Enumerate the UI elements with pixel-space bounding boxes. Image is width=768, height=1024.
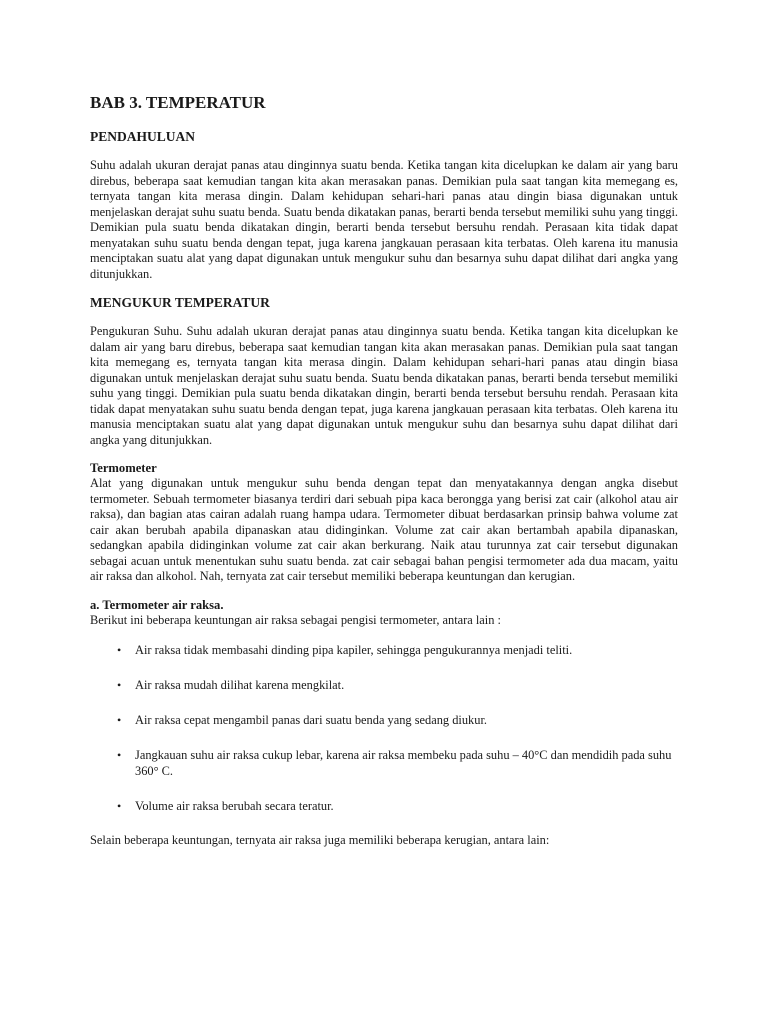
bullet-icon: •: [117, 799, 122, 813]
bullet-icon: •: [117, 713, 122, 727]
list-item-text: Air raksa tidak membasahi dinding pipa kapiler, sehingga pengukurannya menjadi teliti.: [135, 643, 573, 657]
list-item-text: Volume air raksa berubah secara teratur.: [135, 799, 334, 813]
bullet-icon: •: [117, 643, 122, 657]
heading-termometer: Termometer: [90, 461, 157, 475]
list-item: [90, 642, 678, 658]
list-item-text: Air raksa cepat mengambil panas dari suatu benda yang sedang diukur.: [135, 713, 487, 727]
paragraph-mengukur-temperatur: Pengukuran Suhu. Suhu adalah ukuran derajat panas atau dinginnya suatu benda. Ketika tangan kita dicelupkan ke dalam air yang baru direbus, beberapa saat kemudian tangan kita akan merasakan panas. Demikian pula saat tangan kita memegang es, ternyata tangan kita merasa dingin. Dalam kehidupan sehari-hari panas atau dingin biasa digunakan untuk menjelaskan derajat suhu suatu benda. Suatu benda dikatakan panas, berarti benda tersebut memiliki suhu yang tinggi. Demikian pula suatu benda dikatakan dingin, berarti benda tersebut bersuhu rendah. Perasaan kita tidak dapat menyatakan suhu suatu benda dengan tepat, juga karena jangkauan perasaan kita terbatas. Oleh karena itu manusia menciptakan suatu alat yang dapat digunakan untuk mengukur suhu dan besarnya suhu dapat dilihat dari angka yang ditunjukkan.: [90, 324, 678, 447]
paragraph-air-raksa-closing: Selain beberapa keuntungan, ternyata air raksa juga memiliki beberapa kerugian, antara lain:: [90, 833, 550, 847]
paragraph-air-raksa-intro: Berikut ini beberapa keuntungan air raksa sebagai pengisi termometer, antara lain :: [90, 612, 501, 627]
list-item: [90, 712, 678, 728]
bullet-icon: •: [117, 748, 122, 762]
document-page: [90, 92, 678, 849]
list-item: [90, 747, 678, 779]
heading-mengukur-temperatur: MENGUKUR TEMPERATUR: [90, 295, 270, 310]
list-item-text: Air raksa mudah dilihat karena mengkilat.: [135, 678, 345, 692]
heading-termometer-air-raksa: a. Termometer air raksa.: [90, 597, 224, 612]
list-item: [90, 798, 678, 814]
paragraph-pendahuluan: Suhu adalah ukuran derajat panas atau dinginnya suatu benda. Ketika tangan kita dicelupkan ke dalam air yang baru direbus, beberapa saat kemudian tangan kita akan merasakan panas. Demikian pula saat tangan kita memegang es, ternyata tangan kita merasa dingin. Dalam kehidupan sehari-hari panas atau dingin biasa digunakan untuk menjelaskan derajat suhu suatu benda. Suatu benda dikatakan panas, berarti benda tersebut memiliki suhu yang tinggi. Demikian pula suatu benda dikatakan dingin, berarti benda tersebut bersuhu rendah. Perasaan kita tidak dapat menyatakan suhu suatu benda dengan tepat, juga karena jangkauan perasaan kita terbatas. Oleh karena itu manusia menciptakan suatu alat yang dapat digunakan untuk mengukur suhu dan besarnya suhu dapat dilihat dari angka yang ditunjukkan.: [90, 158, 678, 281]
list-air-raksa-advantages: [90, 642, 678, 814]
list-item: [90, 677, 678, 693]
paragraph-termometer: Alat yang digunakan untuk mengukur suhu benda dengan tepat dan menyatakannya dengan angka disebut termometer. Sebuah termometer biasanya terdiri dari sebuah pipa kaca berongga yang berisi zat cair (alkohol atau air raksa), dan bagian atas cairan adalah ruang hampa udara. Termometer dibuat berdasarkan prinsip bahwa volume zat cair akan berubah apabila dipanaskan atau didinginkan. Volume zat cair akan bertambah apabila dipanaskan, sedangkan apabila didinginkan volume zat cair akan berkurang. Naik atau turunnya zat cair tersebut digunakan sebagai acuan untuk menentukan suhu suatu benda. zat cair sebagai bahan pengisi termometer ada dua macam, yaitu air raksa dan alkohol. Nah, ternyata zat cair tersebut memiliki beberapa keuntungan dan kerugian.: [90, 476, 678, 583]
document-title: BAB 3. TEMPERATUR: [90, 93, 266, 112]
list-item-text: Jangkauan suhu air raksa cukup lebar, karena air raksa membeku pada suhu – 40°C dan mendidih pada suhu 360° C.: [135, 748, 672, 778]
bullet-icon: •: [117, 678, 122, 692]
heading-pendahuluan: PENDAHULUAN: [90, 129, 196, 144]
